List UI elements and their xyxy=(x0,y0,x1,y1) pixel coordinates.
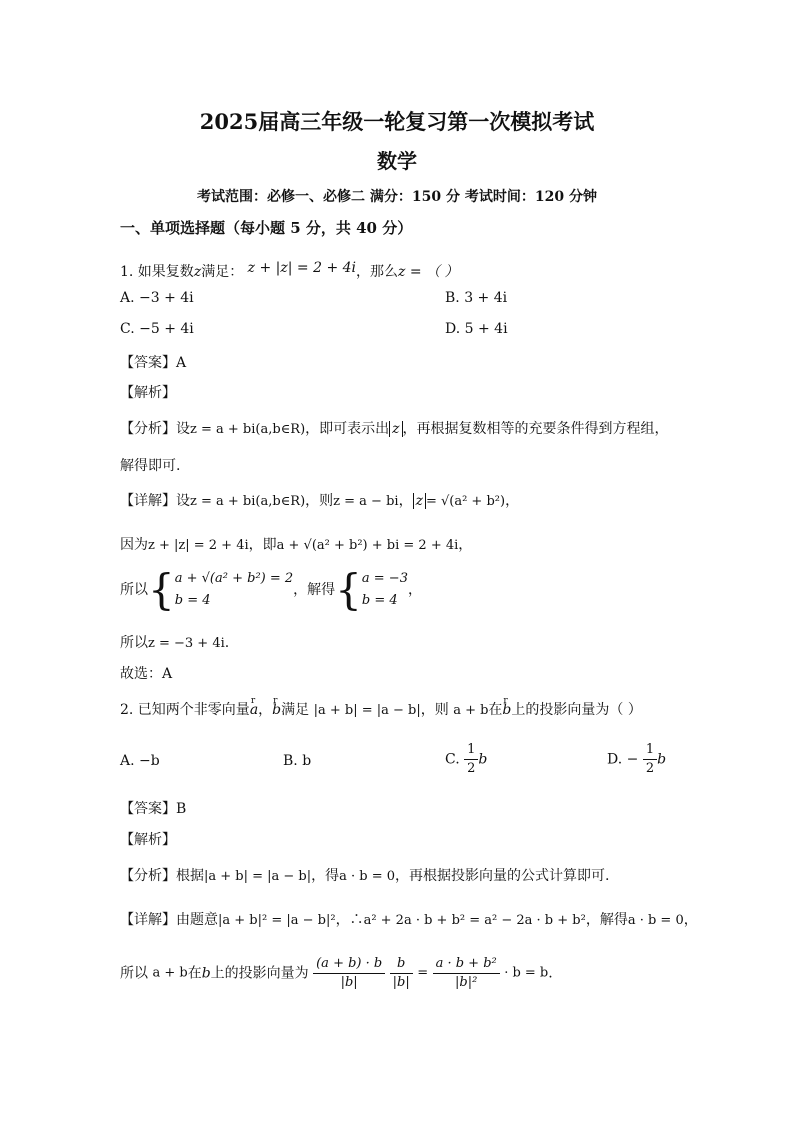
q2-answer: 【答案】B xyxy=(120,801,187,817)
exam-title: 2025届高三年级一轮复习第一次模拟考试 xyxy=(199,109,595,134)
subject-title: 数学 xyxy=(377,149,417,173)
q2-final: 所以 a + b在b上的投影向量为 $\frac{(a + b) \cdot b}{|b|}$ $\frac{b}{|b|}$ = $\frac{\text{a · b + b²}}{\text{|b|²}}$ · b = b. xyxy=(120,956,553,990)
q1-fenxi: 【分析】设z = a + bi(a,b∈R)，即可表示出 z ，再根据复数相等的充要条件得到方程组， xyxy=(120,421,669,437)
q1-answer: 【答案】A xyxy=(120,355,187,371)
q2-option-d: D. − $\frac{1}{2}$ b xyxy=(607,742,667,776)
q1-because: 因为z + |z| = 2 + 4i，即a + √(a² + b²) + bi = 2 + 4i， xyxy=(120,537,473,553)
q2-stem: 2. 已知两个非零向量r a，r b满足 |a + b| = |a − b|，则 a + b在r b上的投影向量为（ ） xyxy=(120,700,642,721)
exam-info: 考试范围：必修一、必修二 满分：150 分 考试时间：120 分钟 xyxy=(197,189,597,205)
section-heading: 一、单项选择题（每小题 5 分，共 40 分） xyxy=(120,219,413,237)
q1-result: 所以z = −3 + 4i. xyxy=(120,635,230,651)
q2-option-a: A. −b xyxy=(120,753,160,769)
q1-option-a: A. −3 + 4i xyxy=(120,290,194,306)
q1-stem-equation: z + |z| = 2 + 4i xyxy=(247,260,357,276)
q1-option-b: B. 3 + 4i xyxy=(445,290,508,306)
q1-stem: 1. 如果复数z满足： z + |z| = 2 + 4i，那么z = （ ） xyxy=(120,260,459,280)
q2-fenxi: 【分析】根据|a + b| = |a − b|，得a · b = 0，再根据投影向量的公式计算即可. xyxy=(120,868,610,884)
q2-option-b: B. b xyxy=(283,753,312,769)
q1-analysis-label: 【解析】 xyxy=(120,385,176,401)
q1-choose: 故选：A xyxy=(120,666,173,682)
q1-system: 所以{ a + √(a² + b²) = 2 b = 4 ，解得{ a = −3 b = 4 ， xyxy=(120,565,422,614)
q1-option-c: C. −5 + 4i xyxy=(120,321,194,337)
q2-detail: 【详解】由题意|a + b|² = |a − b|²，∴a² + 2a · b + b² = a² − 2a · b + b²，解得a · b = 0， xyxy=(120,912,698,928)
q2-option-c: C. $\frac{1}{2}$ b xyxy=(445,742,488,776)
q1-detail: 【详解】设z = a + bi(a,b∈R)，则z = a − bi， z = √(a² + b²)， xyxy=(120,493,520,509)
q2-analysis-label: 【解析】 xyxy=(120,832,176,848)
q1-fenxi-line2: 解得即可. xyxy=(120,458,181,474)
q1-option-d: D. 5 + 4i xyxy=(445,321,508,337)
